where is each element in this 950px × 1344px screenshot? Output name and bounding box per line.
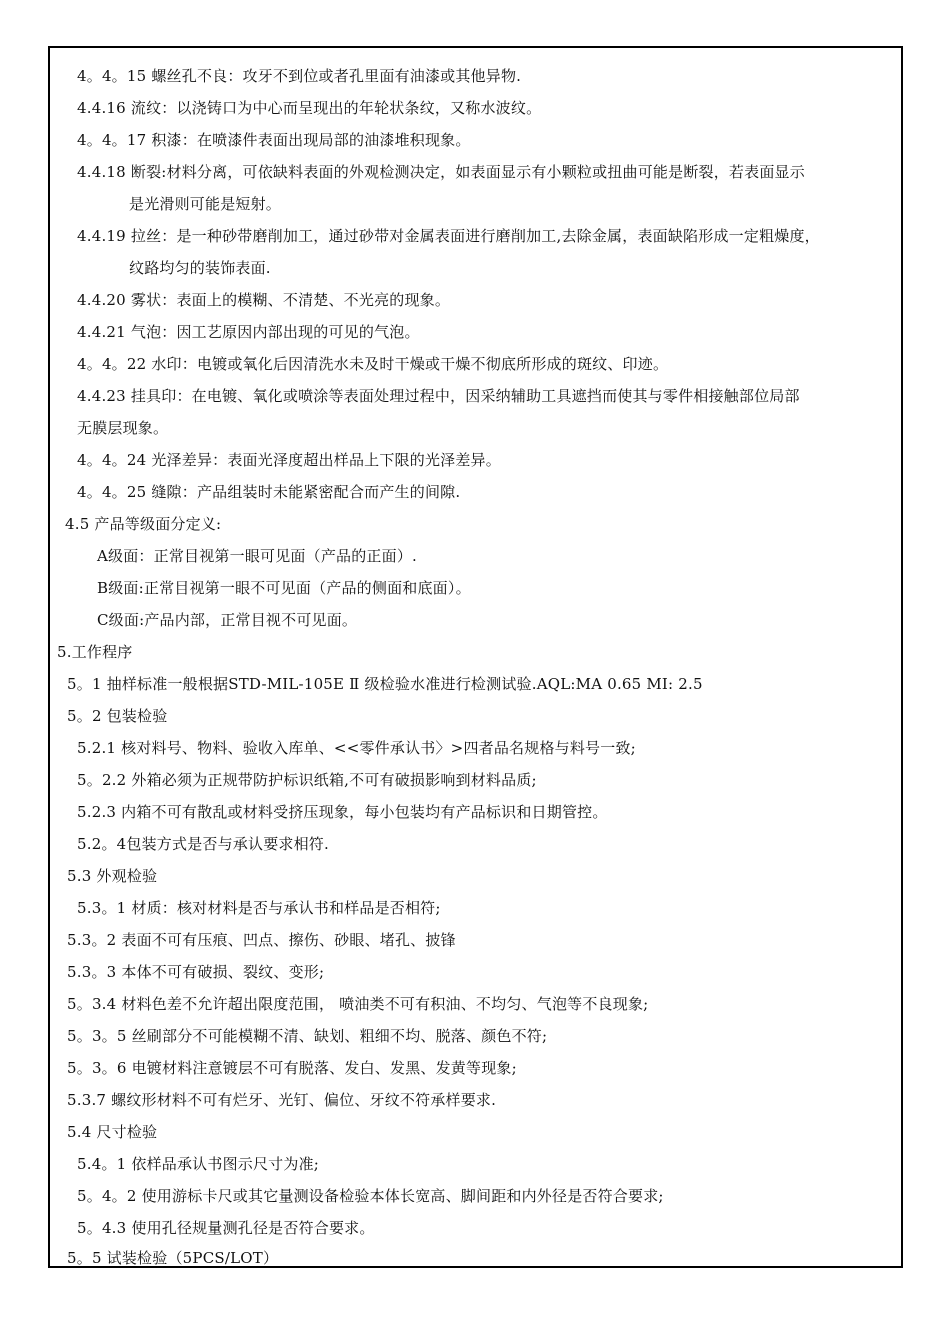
clause-5-3-1: 5.3。1 材质：核对材料是否与承认书和样品是否相符; [77,899,441,917]
clause-5-4-1: 5.4。1 依样品承认书图示尺寸为准; [77,1155,320,1173]
clause-4-4-15: 4。4。15 螺丝孔不良：攻牙不到位或者孔里面有油漆或其他异物. [77,67,522,85]
clause-4-4-22: 4。4。22 水印：电镀或氧化后因清洗水未及时干燥或干燥不彻底所形成的斑纹、印迹。 [77,355,669,373]
clause-4-4-24: 4。4。24 光泽差异：表面光泽度超出样品上下限的光泽差异。 [77,451,501,469]
clause-5-2-4: 5.2。4包装方式是否与承认要求相符. [77,835,329,853]
clause-5-3-5: 5。3。5 丝刷部分不可能模糊不清、缺划、粗细不均、脱落、颜色不符; [67,1027,548,1045]
clause-5-1: 5。1 抽样标准一般根据STD-MIL-105E Ⅱ 级检验水准进行检测试验.AQL:MA 0.65 MI: 2.5 [67,675,703,693]
clause-5-4-2: 5。4。2 使用游标卡尺或其它量测设备检验本体长宽高、脚间距和内外径是否符合要求; [77,1187,664,1205]
grade-b-definition: B级面:正常目视第一眼不可见面（产品的侧面和底面）。 [97,579,471,597]
section-5-4-heading: 5.4 尺寸检验 [67,1123,158,1141]
clause-4-4-18-continued: 是光滑则可能是短射。 [129,195,282,213]
clause-4-4-19-continued: 纹路均匀的装饰表面. [129,259,271,277]
clause-5-3-4: 5。3.4 材料色差不允许超出限度范围， 喷油类不可有积油、不均匀、气泡等不良现象; [67,995,649,1013]
clause-5-4-3: 5。4.3 使用孔径规量测孔径是否符合要求。 [77,1219,375,1237]
clause-4-4-17: 4。4。17 积漆：在喷漆件表面出现局部的油漆堆积现象。 [77,131,471,149]
clause-5-3-3: 5.3。3 本体不可有破损、裂纹、变形; [67,963,325,981]
grade-a-definition: A级面：正常目视第一眼可见面（产品的正面）. [97,547,418,565]
clause-4-4-25: 4。4。25 缝隙：产品组装时未能紧密配合而产生的间隙. [77,483,461,501]
clause-5-3-6: 5。3。6 电镀材料注意镀层不可有脱落、发白、发黑、发黄等现象; [67,1059,517,1077]
clause-5-2-1: 5.2.1 核对料号、物料、验收入库单、<<零件承认书〉>四者品名规格与料号一致; [77,739,636,757]
clause-4-4-16: 4.4.16 流纹：以浇铸口为中心而呈现出的年轮状条纹，又称水波纹。 [77,99,542,117]
clause-4-4-21: 4.4.21 气泡：因工艺原因内部出现的可见的气泡。 [77,323,420,341]
section-5-2-heading: 5。2 包装检验 [67,707,168,725]
section-5-3-heading: 5.3 外观检验 [67,867,158,885]
grade-c-definition: C级面:产品内部，正常目视不可见面。 [97,611,358,629]
clause-5-2-2: 5。2.2 外箱必须为正规带防护标识纸箱,不可有破损影响到材料品质; [77,771,537,789]
clause-4-4-23-continued: 无膜层现象。 [77,419,169,437]
clause-5-3-2: 5.3。2 表面不可有压痕、凹点、擦伤、砂眼、堵孔、披锋 [67,931,456,949]
clause-4-4-18: 4.4.18 断裂:材料分离，可依缺料表面的外观检测决定，如表面显示有小颗粒或扭曲可能是断裂，若表面显示 [77,163,805,181]
clause-4-4-23: 4.4.23 挂具印：在电镀、氧化或喷涂等表面处理过程中，因采纳辅助工具遮挡而使其与零件相接触部位局部 [77,387,800,405]
clause-5-2-3: 5.2.3 内箱不可有散乱或材料受挤压现象，每小包装均有产品标识和日期管控。 [77,803,608,821]
section-5-heading: 5.工作程序 [57,643,133,661]
clause-5-3-7: 5.3.7 螺纹形材料不可有烂牙、光钉、偏位、牙纹不符承样要求. [67,1091,497,1109]
clause-4-4-20: 4.4.20 雾状：表面上的模糊、不清楚、不光亮的现象。 [77,291,451,309]
section-5-5-heading: 5。5 试装检验（5PCS/LOT） [67,1249,279,1267]
section-4-5-heading: 4.5 产品等级面分定义: [65,515,222,533]
clause-4-4-19: 4.4.19 拉丝：是一种砂带磨削加工，通过砂带对金属表面进行磨削加工,去除金属，表面缺陷形成一定粗燥度， [77,227,820,245]
